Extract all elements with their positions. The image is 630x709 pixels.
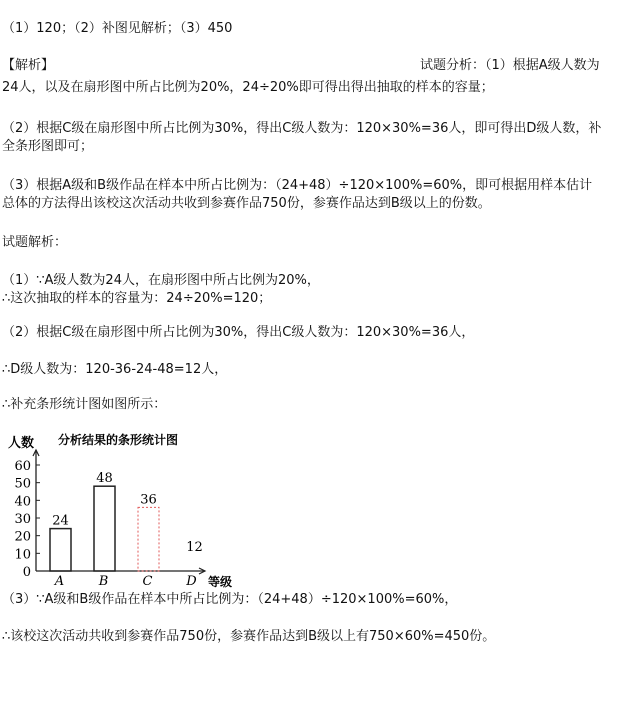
bar-chart [0, 428, 250, 593]
solution-s3-line1: （3）∵A级和B级作品在样本中所占比例为：（24+48）÷120×100%=60%， [2, 592, 458, 607]
bar-value-a: 24 [52, 513, 69, 529]
bar-value-b: 48 [96, 471, 113, 487]
analysis-p3-line1: （3）根据A级和B级作品在样本中所占比例为：（24+48）÷120×100%=60%，即可根据用样本估计 [2, 178, 593, 193]
y-tick-label: 40 [14, 494, 31, 510]
chart-title: 分析结果的条形统计图 [58, 433, 179, 447]
bar-value-c: 36 [140, 492, 157, 508]
bar-a [50, 529, 71, 571]
x-tick-label-d: D [186, 574, 197, 589]
y-tick-label: 10 [14, 547, 31, 563]
solution-s1-line2: ∴这次抽取的样本的容量为：24÷20%=120； [2, 291, 272, 306]
analysis-intro: 试题分析：（1）根据A级人数为 [420, 58, 600, 73]
solution-s3-line2: ∴该校这次活动共收到参赛作品750份，参赛作品达到B级以上有750×60%=450份。 [2, 629, 496, 644]
answer-line: （1）120；（2）补图见解析；（3）450 [2, 21, 233, 36]
bar-value-d: 12 [186, 539, 203, 555]
y-tick-label: 50 [14, 476, 31, 492]
analysis-heading: 【解析】 [2, 58, 55, 73]
x-tick-label-a: A [54, 574, 65, 589]
y-tick-label: 0 [22, 565, 31, 580]
x-tick-label-c: C [142, 574, 153, 589]
analysis-p2-line1: （2）根据C级在扇形图中所占比例为30%，得出C级人数为：120×30%=36人，即可得出D级人数，补 [2, 121, 602, 136]
solution-s2-line1: （2）根据C级在扇形图中所占比例为30%，得出C级人数为：120×30%=36人， [2, 325, 475, 340]
solution-s2-line2: ∴D级人数为：120-36-24-48=12人， [2, 362, 228, 377]
y-axis-label: 人数 [8, 436, 35, 451]
solution-s1-line1: （1）∵A级人数为24人，在扇形图中所占比例为20%， [2, 273, 320, 288]
solution-s2-line3: ∴补充条形统计图如图所示： [2, 397, 167, 412]
x-tick-label-b: B [98, 574, 109, 589]
y-tick-label: 20 [14, 529, 31, 545]
analysis-p3-line2: 总体的方法得出该校这次活动共收到参赛作品750份，参赛作品达到B级以上的份数。 [2, 196, 491, 211]
y-tick-label: 60 [14, 459, 31, 474]
y-tick-label: 30 [14, 512, 31, 527]
analysis-p2-line2: 全条形图即可； [2, 139, 94, 154]
bar-c [138, 507, 159, 571]
bar-b [94, 486, 115, 571]
x-axis-label: 等级 [208, 575, 233, 589]
solution-heading: 试题解析： [2, 235, 68, 250]
analysis-p1: 24人，以及在扇形图中所占比例为20%，24÷20%即可得出得出抽取的样本的容量； [2, 80, 494, 95]
